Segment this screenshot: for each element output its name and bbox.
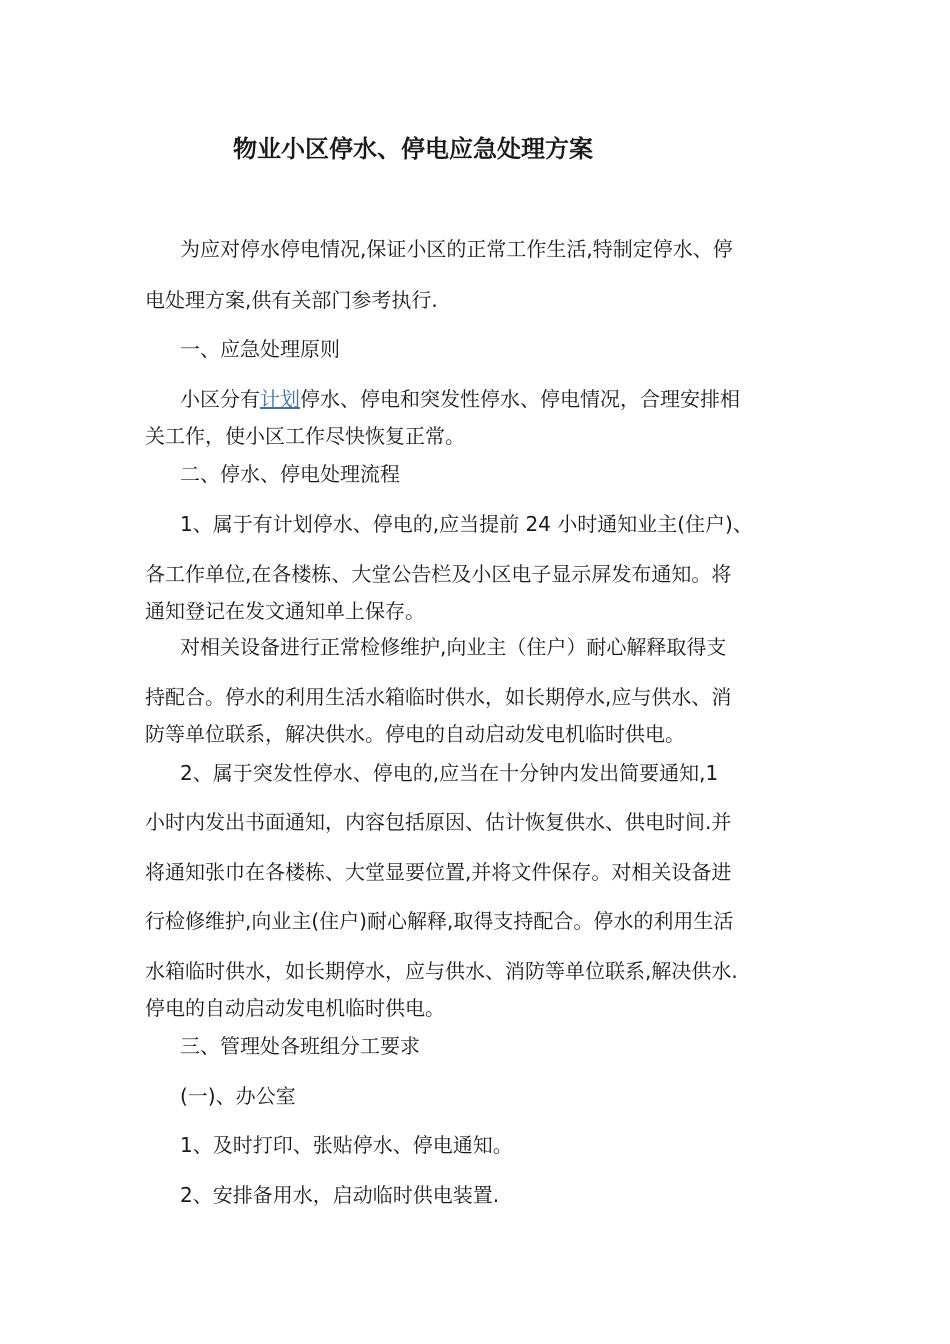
list-item: 1、及时打印、张贴停水、停电通知。 bbox=[180, 1133, 513, 1157]
subsection-heading: (一)、办公室 bbox=[180, 1084, 296, 1108]
paragraph-line: 对相关设备进行正常检修维护,向业主（住户）耐心解释取得支 bbox=[180, 635, 727, 659]
paragraph-line: 停电的自动启动发电机临时供电。 bbox=[145, 996, 445, 1020]
paragraph-line: 行检修维护,向业主(住户)耐心解释,取得支持配合。停水的利用生活 bbox=[145, 909, 734, 933]
paragraph-line: 持配合。停水的利用生活水箱临时供水，如长期停水,应与供水、消 bbox=[145, 685, 732, 709]
paragraph-line bbox=[180, 384, 740, 414]
text-span: 小区分有 bbox=[180, 387, 260, 411]
paragraph-line: 各工作单位,在各楼栋、大堂公告栏及小区电子显示屏发布通知。将 bbox=[145, 562, 732, 586]
paragraph-line: 1、属于有计划停水、停电的,应当提前 24 小时通知业主(住户)、 bbox=[180, 512, 753, 536]
paragraph-line: 为应对停水停电情况,保证小区的正常工作生活,特制定停水、停 bbox=[180, 237, 733, 261]
paragraph-line: 电处理方案,供有关部门参考执行. bbox=[145, 288, 438, 312]
paragraph-line: 水箱临时供水，如长期停水，应与供水、消防等单位联系,解决供水. bbox=[145, 959, 738, 983]
paragraph-line: 通知登记在发文通知单上保存。 bbox=[145, 599, 425, 623]
section-heading: 三、管理处各班组分工要求 bbox=[180, 1034, 420, 1058]
document-title: 物业小区停水、停电应急处理方案 bbox=[233, 135, 593, 163]
text-span: 停水、停电和突发性停水、停电情况，合理安排相 bbox=[300, 387, 740, 411]
paragraph-line: 将通知张巾在各楼栋、大堂显要位置,并将文件保存。对相关设备进 bbox=[145, 860, 732, 884]
section-heading: 二、停水、停电处理流程 bbox=[180, 462, 400, 486]
paragraph-line: 防等单位联系，解决供水。停电的自动启动发电机临时供电。 bbox=[145, 722, 685, 746]
paragraph-line: 小时内发出书面通知，内容包括原因、估计恢复供水、供电时间.并 bbox=[145, 810, 732, 834]
paragraph-line: 关工作，使小区工作尽快恢复正常。 bbox=[145, 424, 465, 448]
paragraph-line: 2、属于突发性停水、停电的,应当在十分钟内发出简要通知,1 bbox=[180, 761, 719, 785]
plan-link[interactable]: 计划 bbox=[260, 387, 300, 411]
section-heading: 一、应急处理原则 bbox=[180, 337, 340, 361]
list-item: 2、安排备用水，启动临时供电装置. bbox=[180, 1183, 500, 1207]
